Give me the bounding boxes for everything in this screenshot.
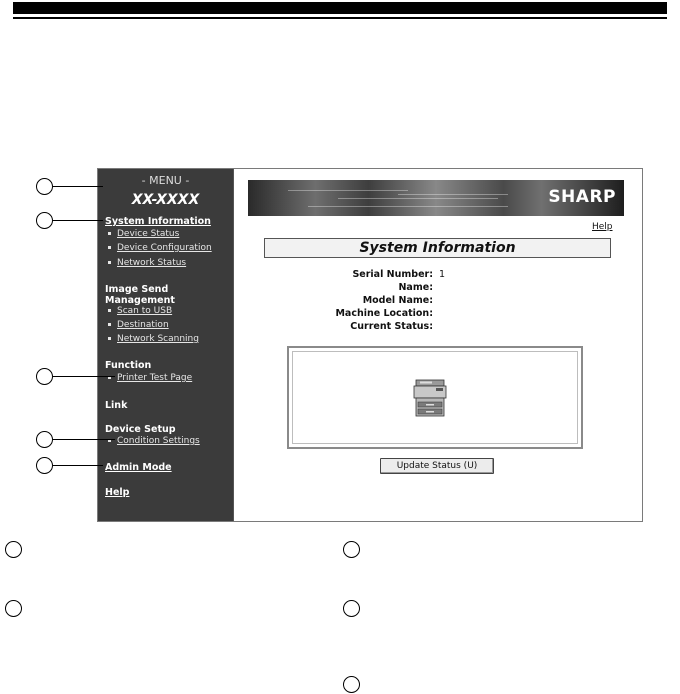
callout-leader-line (53, 376, 115, 377)
sidebar-item-label: Network Status (117, 258, 187, 268)
sidebar-heading-function: Function (105, 360, 152, 371)
field-label-serial-number: Serial Number: (352, 269, 433, 280)
sidebar-item-label: Printer Test Page (117, 373, 193, 383)
sidebar-item-scan-to-usb[interactable] (108, 306, 172, 316)
callout-marker (36, 457, 53, 474)
sharp-banner (248, 180, 624, 216)
header-rule-thick (13, 2, 667, 14)
bullet-icon (108, 323, 111, 326)
sidebar-item-network-scanning[interactable] (108, 334, 199, 344)
sharp-logo: SHARP (548, 187, 616, 207)
sidebar-item-printer-test-page[interactable] (108, 373, 192, 383)
sidebar-item-network-status[interactable] (108, 258, 186, 268)
sidebar-item-device-configuration[interactable] (108, 243, 212, 253)
sidebar-heading-line: Image Send (105, 284, 169, 295)
sidebar-heading-image-send (105, 284, 175, 306)
legend-marker (343, 676, 360, 693)
sidebar-heading-device-setup: Device Setup (105, 424, 176, 435)
field-label-current-status: Current Status: (350, 321, 433, 332)
copier-icon (412, 378, 448, 418)
bullet-icon (108, 261, 111, 264)
sidebar-link-system-information[interactable]: System Information (105, 216, 211, 227)
bullet-icon (108, 246, 111, 249)
field-value-serial-number: 1 (439, 269, 446, 280)
legend-marker (5, 541, 22, 558)
callout-marker (36, 431, 53, 448)
page-title: System Information (264, 238, 611, 258)
sidebar-link-admin-mode[interactable]: Admin Mode (105, 462, 172, 473)
sidebar-item-label: Network Scanning (117, 334, 199, 344)
model-name-label: XX-XXXX (131, 192, 200, 208)
callout-leader-line (53, 439, 115, 440)
field-label-model-name: Model Name: (362, 295, 433, 306)
sidebar-item-label: Device Configuration (117, 243, 212, 253)
sidebar-item-device-status[interactable] (108, 229, 179, 239)
bullet-icon (108, 309, 111, 312)
sidebar-item-destination[interactable] (108, 320, 169, 330)
sidebar-link-help[interactable]: Help (105, 487, 130, 498)
help-link[interactable]: Help (592, 222, 613, 232)
sidebar-item-label: Scan to USB (117, 306, 173, 316)
field-label-machine-location: Machine Location: (335, 308, 433, 319)
header-rule-thin (13, 17, 667, 19)
sidebar-heading-line: Management (105, 295, 175, 306)
callout-marker (36, 178, 53, 195)
machine-image-panel (287, 346, 583, 449)
sidebar-item-label: Destination (117, 320, 169, 330)
sidebar-item-condition-settings[interactable] (108, 436, 200, 446)
sidebar-item-label: Condition Settings (117, 436, 200, 446)
sidebar-heading-link: Link (105, 400, 128, 411)
legend-marker (343, 600, 360, 617)
update-status-button[interactable]: Update Status (U) (380, 458, 494, 474)
browser-screenshot (97, 168, 643, 522)
callout-leader-line (53, 186, 103, 187)
legend-marker (5, 600, 22, 617)
sidebar-item-label: Device Status (117, 229, 180, 239)
callout-leader-line (53, 465, 103, 466)
menu-title: - MENU - (141, 174, 190, 187)
callout-marker (36, 212, 53, 229)
callout-marker (36, 368, 53, 385)
legend-marker (343, 541, 360, 558)
bullet-icon (108, 232, 111, 235)
field-label-name: Name: (398, 282, 433, 293)
sidebar-menu (98, 169, 234, 521)
bullet-icon (108, 337, 111, 340)
callout-leader-line (53, 220, 103, 221)
